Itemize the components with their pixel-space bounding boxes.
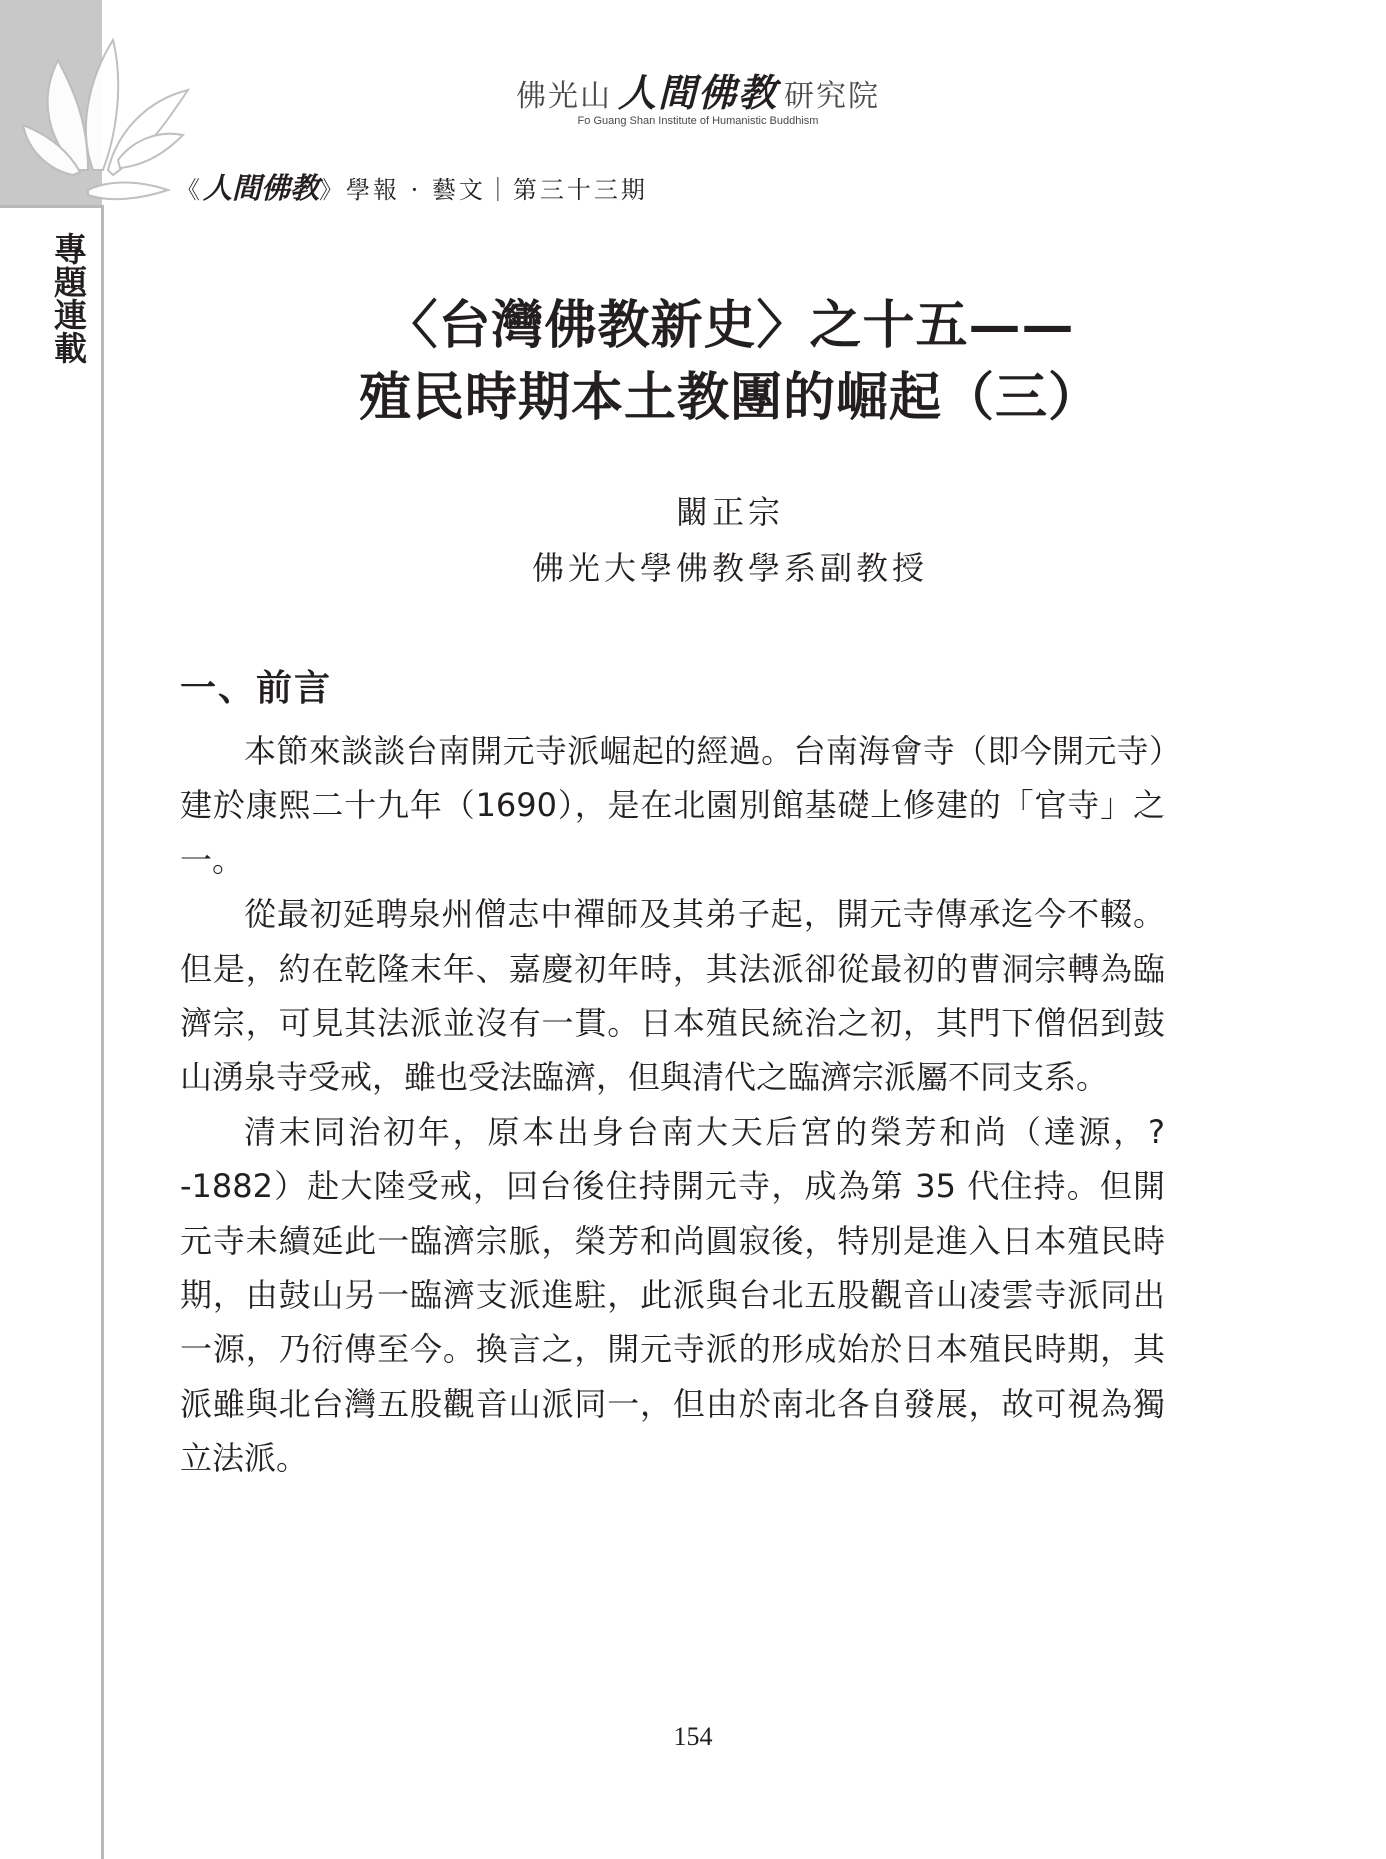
- institute-english-name: Fo Guang Shan Institute of Humanistic Buddhism: [577, 115, 819, 127]
- title-line-2: 殖民時期本土教團的崛起（三）: [358, 367, 1101, 428]
- section-heading: 一、前言: [180, 667, 333, 709]
- paragraph: 本節來談談台南開元寺派崛起的經過。台南海會寺（即今開元寺）建於康熙二十九年（1690），是在北園別館基礎上修建的「官寺」之一。: [180, 732, 1165, 879]
- journal-issue: 》學報 · 藝文｜第三十三期: [319, 176, 648, 204]
- institute-prefix: 佛光山: [515, 79, 612, 114]
- journal-brand: 人間佛教: [203, 171, 320, 205]
- author-name: 闞正宗: [675, 493, 784, 531]
- title-line-1: 〈台灣佛教新史〉之十五——: [385, 295, 1075, 356]
- paragraph: 從最初延聘泉州僧志中禪師及其弟子起，開元寺傳承迄今不輟。但是，約在乾隆末年、嘉慶初年時，其法派卻從最初的曹洞宗轉為臨濟宗，可見其法派並沒有一貫。日本殖民統治之初，其門下僧侶到鼓山湧泉寺受戒，雖也受法臨濟，但與清代之臨濟宗派屬不同支系。: [180, 895, 1165, 1097]
- side-vertical-rule: [101, 205, 104, 1859]
- journal-running-head: [176, 166, 648, 207]
- institute-name: [488, 62, 908, 117]
- article-title: [200, 290, 1260, 434]
- journal-open: 《: [176, 176, 203, 204]
- author-affiliation: 佛光大學佛教學系副教授: [531, 549, 928, 587]
- section-side-label: 專題連載: [49, 232, 88, 364]
- article-body: [180, 724, 1165, 1486]
- page-number: 154: [673, 1722, 713, 1751]
- institute-suffix: 研究院: [784, 79, 880, 114]
- paragraph: 清末同治初年，原本出身台南大天后宮的榮芳和尚（達源，?-1882）赴大陸受戒，回台後住持開元寺，成為第 35 代住持。但開元寺未續延此一臨濟宗脈，榮芳和尚圓寂後，特別是進入日本殖民時期，由鼓山另一臨濟支派進駐，此派與台北五股觀音山凌雲寺派同出一源，乃衍傳至今。換言之，開元寺派的形成始於日本殖民時期，其派雖與北台灣五股觀音山派同一，但由於南北各自發展，故可視為獨立法派。: [180, 1112, 1165, 1478]
- institute-brand: 人間佛教: [617, 70, 778, 115]
- institute-header: [488, 62, 908, 127]
